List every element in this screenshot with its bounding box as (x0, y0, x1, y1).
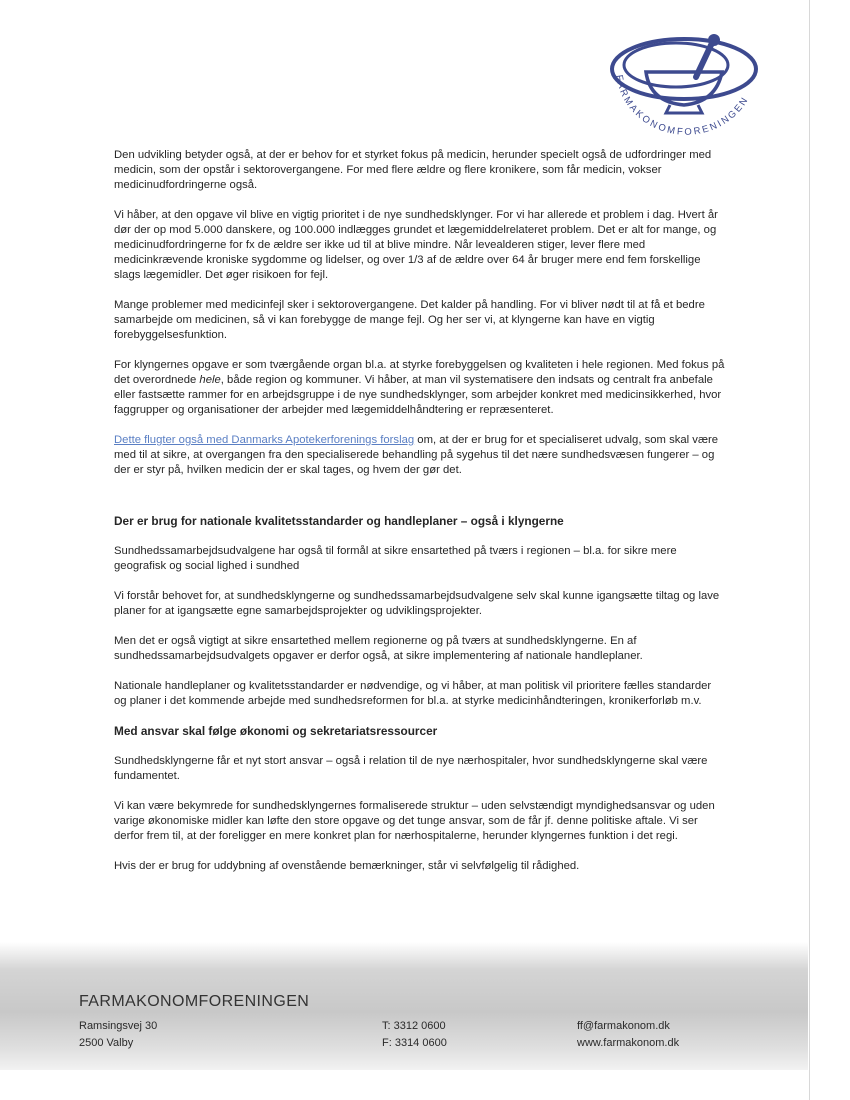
footer-street: Ramsingsvej 30 (79, 1020, 158, 1032)
footer-contact-block (577, 1018, 679, 1052)
paragraph: Sundhedssamarbejdsudvalgene har også til formål at sikre ensartethed på tværs i regionen – bl.a. for sikre mere geografisk og social lighed i sundhed (114, 545, 677, 572)
paragraph: Vi håber, at den opgave vil blive en vigtig prioritet i de nye sundhedsklynger. For vi har allerede et problem i dag. Hvert år dør der op mod 5.000 danskere, og 100.000 indlægges grundet et lægemiddelrelateret problem. Det er alt for mange, og medicinudfordringerne for fx de ældre ser ikke ud til at blive mindre. Når levealderen stiger, lever flere med medicinkrævende kroniske sygdomme og lidelser, og over 1/3 af de ældre over 64 år bruger mere end fem forskellige slags lægemidler. Det øger risikoen for fejl. (114, 209, 718, 281)
paragraph-text: For klyngernes opgave er som tværgående organ bl.a. at styrke forebyggelsen og kvaliteten i hele regionen. Med fokus på det overordnede (114, 359, 725, 386)
footer-org-name: FARMAKONOMFORENINGEN (79, 993, 310, 1010)
farmakonomforeningen-logo (604, 27, 764, 147)
paragraph: Men det er også vigtigt at sikre ensartethed mellem regionerne og på tværs at sundhedsklyngerne. En af sundhedssamarbejdsudvalgets opgaver er derfor også, at sikre implementering af nationale handleplaner. (114, 635, 643, 662)
closing-paragraph: Hvis der er brug for uddybning af ovenstående bemærkninger, står vi selvfølgelig til rådighed. (114, 860, 580, 872)
paragraph: Mange problemer med medicinfejl sker i sektorovergangene. Det kalder på handling. For vi bliver nødt til at få et bedre samarbejde om medicinen, så vi kan forebygge de mange fejl. Og her ser vi, at klyngerne kan have en vigtig forebyggelsesfunktion. (114, 299, 705, 341)
apotekerforening-proposal-link[interactable]: Dette flugter også med Danmarks Apotekerforenings forslag (114, 434, 415, 446)
paragraph: Vi forstår behovet for, at sundhedsklyngerne og sundhedssamarbejdsudvalgene selv skal kunne igangsætte tiltag og lave planer for at igangsætte egne samarbejdsprojekter og udviklingsprojekter. (114, 590, 720, 617)
paragraph (114, 433, 726, 478)
footer-phone-block (382, 1018, 447, 1052)
paragraph: Vi kan være bekymrede for sundhedsklyngernes formaliserede struktur – uden selvstændigt myndighedsansvar og uden varige økonomiske midler kan løfte den store opgave og det tunge ansvar, som de får jf. denne politiske aftale. Vi ser derfor frem til, at der foreligger en mere konkret plan for nærhospitalerne, herunder klyngernes funktion i det regi. (114, 800, 715, 842)
page-edge (809, 0, 810, 1100)
footer-address (79, 1018, 157, 1052)
paragraph: Den udvikling betyder også, at der er behov for et styrket fokus på medicin, herunder specielt også de udfordringer med medicin, som der opstår i sektorovergangene. For med flere ældre og flere kronikere, som får medicin, vokser medicinudfordringerne også. (114, 149, 712, 191)
footer-phone: T: 3312 0600 (382, 1020, 446, 1032)
mortar-and-pestle-icon (604, 27, 764, 147)
footer-city: 2500 Valby (79, 1037, 134, 1049)
emphasis-text: hele (199, 374, 221, 386)
paragraph: Nationale handleplaner og kvalitetsstandarder er nødvendige, og vi håber, at man politisk vil prioritere fælles standarder og planer i det kommende arbejde med sundhedsreformen for bl.a. at styrke medicinhåndteringen, kronikerforløb m.v. (114, 680, 712, 707)
letter-body (114, 148, 726, 889)
paragraph (114, 358, 726, 418)
section-heading: Der er brug for nationale kvalitetsstandarder og handleplaner – også i klyngerne (114, 514, 564, 528)
section-heading: Med ansvar skal følge økonomi og sekretariatsressourcer (114, 724, 438, 738)
logo-org-name: FARMAKONOMFORENINGEN (613, 74, 752, 138)
paragraph-text: , både region og kommuner. Vi håber, at man vil systematisere den indsats og centralt fra anbefale eller fastsætte rammer for en arbejdsgruppe i de nye sundhedsklynger, som arbejder konkret med medicinsikkerhed, hvor faggrupper og organisationer der arbejder med lægemiddelhåndtering er repræsenteret. (114, 374, 722, 416)
footer-email: ff@farmakonom.dk (577, 1020, 670, 1032)
footer-website: www.farmakonom.dk (577, 1037, 680, 1049)
paragraph: Sundhedsklyngerne får et nyt stort ansvar – også i relation til de nye nærhospitaler, hvor sundhedsklyngerne skal være fundamentet. (114, 755, 708, 782)
paragraph-text: om, at der er brug for et specialiseret udvalg, som skal være med til at sikre, at overgangen fra den specialiserede behandling på sygehus til det nære sundhedsvæsen fungerer – og der er styr på, hvilken medicin der er skal tages, og hvem der gør det. (114, 434, 719, 476)
footer-fax: F: 3314 0600 (382, 1037, 447, 1049)
